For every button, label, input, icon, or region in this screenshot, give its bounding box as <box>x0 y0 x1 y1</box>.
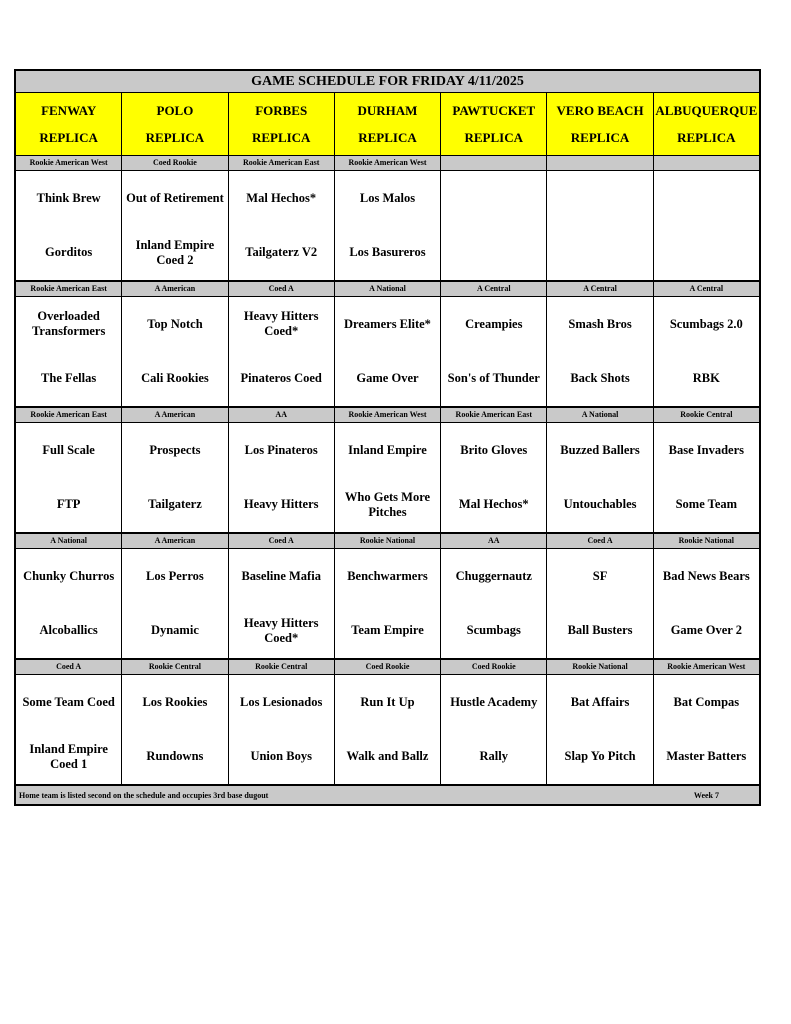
game-cell <box>547 675 653 784</box>
field-name: POLO <box>156 102 194 118</box>
game-cell <box>335 171 441 280</box>
schedule-title: GAME SCHEDULE FOR FRIDAY 4/11/2025 <box>16 71 759 93</box>
division-label: Rookie Central <box>680 410 733 419</box>
games-row <box>16 297 759 408</box>
division-label: A American <box>122 534 228 548</box>
away-team: Los Lesionados <box>240 694 323 709</box>
home-team: Ball Busters <box>567 623 633 638</box>
away-team: Hustle Academy <box>450 694 538 709</box>
away-team: Smash Bros <box>568 316 632 331</box>
field-header <box>654 93 759 155</box>
division-label: Rookie National <box>678 536 734 545</box>
away-team <box>547 171 652 226</box>
division-label: A National <box>16 534 122 548</box>
home-team: Tailgaterz <box>148 497 202 512</box>
home-team: Gorditos <box>45 245 93 260</box>
away-team: Los Perros <box>146 568 204 583</box>
division-label: Rookie Central <box>229 660 335 674</box>
home-team: RBK <box>692 371 720 386</box>
home-team <box>441 226 546 281</box>
field-header <box>122 93 228 155</box>
away-team: Dreamers Elite* <box>344 316 431 331</box>
home-team: Some Team <box>675 497 738 512</box>
away-team: Base Invaders <box>668 442 744 457</box>
game-cell <box>335 423 441 532</box>
game-cell <box>547 297 653 406</box>
game-cell <box>229 675 335 784</box>
home-team: Son's of Thunder <box>447 371 540 386</box>
game-cell <box>547 171 653 280</box>
game-cell <box>229 549 335 658</box>
game-cell <box>547 423 653 532</box>
away-team: Los Rookies <box>142 694 208 709</box>
division-row <box>16 408 759 423</box>
away-team: Out of Retirement <box>126 190 224 205</box>
field-name: FORBES <box>255 102 308 118</box>
home-team <box>547 226 652 281</box>
away-team: Inland Empire <box>348 442 427 457</box>
away-team: Buzzed Ballers <box>560 442 640 457</box>
game-cell <box>441 675 547 784</box>
division-label: Rookie American West <box>335 408 441 422</box>
field-subtitle: REPLICA <box>358 129 417 145</box>
away-team: Run It Up <box>360 694 415 709</box>
away-team: Prospects <box>149 442 201 457</box>
division-label: Rookie National <box>335 534 441 548</box>
division-label: Rookie American East <box>16 408 122 422</box>
field-name: ALBUQUERQUE <box>655 102 758 118</box>
schedule-table <box>14 69 761 806</box>
field-header <box>16 93 122 155</box>
field-subtitle: REPLICA <box>464 129 524 145</box>
division-label <box>654 156 759 170</box>
away-team: Benchwarmers <box>347 568 428 583</box>
game-cell <box>122 675 228 784</box>
games-row <box>16 675 759 786</box>
game-cell <box>16 549 122 658</box>
division-label: Rookie American East <box>16 282 122 296</box>
field-subtitle: REPLICA <box>39 129 98 145</box>
away-team: Top Notch <box>147 316 203 331</box>
away-team: Think Brew <box>36 190 101 205</box>
division-label: Coed A <box>229 282 335 296</box>
division-label: Rookie Central <box>122 660 228 674</box>
game-cell <box>335 549 441 658</box>
division-label: Coed A <box>229 534 335 548</box>
field-header <box>547 93 653 155</box>
field-name: VERO BEACH <box>556 102 644 118</box>
home-team: Dynamic <box>150 623 199 638</box>
home-team: Rundowns <box>146 749 204 764</box>
away-team: SF <box>592 568 608 583</box>
division-row <box>16 534 759 549</box>
field-name: DURHAM <box>357 102 418 118</box>
home-team: Inland Empire Coed 1 <box>29 741 108 771</box>
home-team: The Fellas <box>41 371 97 386</box>
away-team: Overloaded Transformers <box>31 309 106 339</box>
home-team: Union Boys <box>250 749 312 764</box>
home-team: Rally <box>479 749 508 764</box>
games-row <box>16 549 759 660</box>
home-team: FTP <box>56 497 81 512</box>
home-team: Walk and Ballz <box>346 749 429 764</box>
field-header-row <box>16 93 759 156</box>
division-label: Coed Rookie <box>441 660 547 674</box>
home-team: Heavy Hitters <box>243 497 319 512</box>
away-team: Scumbags 2.0 <box>669 316 743 331</box>
home-team: Master Batters <box>666 749 747 764</box>
away-team <box>654 171 759 226</box>
away-team: Bad News Bears <box>662 568 750 583</box>
game-cell <box>654 549 759 658</box>
division-label: Rookie National <box>547 660 653 674</box>
away-team: Los Malos <box>359 190 416 205</box>
home-team: Pinateros Coed <box>240 371 322 386</box>
division-row <box>16 282 759 297</box>
division-label: Coed Rookie <box>122 156 228 170</box>
game-cell <box>654 171 759 280</box>
division-label: A Central <box>689 284 724 293</box>
division-label: Rookie American East <box>229 156 335 170</box>
games-row <box>16 171 759 282</box>
game-cell <box>441 423 547 532</box>
home-team: Heavy Hitters Coed* <box>243 615 319 645</box>
away-team: Mal Hechos* <box>246 190 317 205</box>
division-label: AA <box>441 534 547 548</box>
game-cell <box>229 297 335 406</box>
away-team: Heavy Hitters Coed* <box>243 309 319 339</box>
home-team: Scumbags <box>466 623 521 638</box>
division-label <box>441 156 547 170</box>
away-team: Brito Gloves <box>460 442 528 457</box>
division-row <box>16 660 759 675</box>
game-cell <box>335 297 441 406</box>
field-subtitle: REPLICA <box>570 129 630 145</box>
game-cell <box>654 297 759 406</box>
field-subtitle: REPLICA <box>677 129 736 145</box>
division-label: A Central <box>441 282 547 296</box>
home-team <box>654 226 759 281</box>
game-cell <box>441 171 547 280</box>
away-team: Baseline Mafia <box>241 568 321 583</box>
schedule-footer <box>16 786 759 804</box>
home-team: Back Shots <box>570 371 630 386</box>
division-label: Rookie American East <box>441 408 547 422</box>
game-cell <box>441 297 547 406</box>
division-label: Rookie American West <box>667 662 746 671</box>
game-cell <box>122 171 228 280</box>
field-name: FENWAY <box>41 102 97 118</box>
away-team: Chunky Churros <box>23 568 115 583</box>
week-label: Week 7 <box>693 790 719 800</box>
home-team: Cali Rookies <box>141 371 209 386</box>
away-team: Chuggernautz <box>455 568 532 583</box>
home-team: Game Over <box>356 371 419 386</box>
division-label: A Central <box>547 282 653 296</box>
home-team: Mal Hechos* <box>458 497 529 512</box>
game-cell <box>335 675 441 784</box>
division-row <box>16 156 759 171</box>
game-cell <box>122 297 228 406</box>
field-subtitle: REPLICA <box>145 129 205 145</box>
game-cell <box>229 171 335 280</box>
game-cell <box>654 423 759 532</box>
away-team: Creampies <box>465 316 523 331</box>
game-cell <box>16 297 122 406</box>
field-header <box>335 93 441 155</box>
schedule-body <box>16 156 759 786</box>
home-team: Team Empire <box>351 623 424 638</box>
division-label: A American <box>122 408 228 422</box>
home-team: Untouchables <box>563 497 637 512</box>
division-label: A National <box>335 282 441 296</box>
field-header <box>229 93 335 155</box>
division-label: A American <box>122 282 228 296</box>
away-team <box>441 171 546 226</box>
game-cell <box>122 549 228 658</box>
game-cell <box>547 549 653 658</box>
game-cell <box>122 423 228 532</box>
division-label: AA <box>229 408 335 422</box>
game-cell <box>16 171 122 280</box>
footer-note: Home team is listed second on the schedule and occupies 3rd base dugout <box>19 790 269 800</box>
division-label: Coed A <box>547 534 653 548</box>
game-cell <box>441 549 547 658</box>
home-team: Los Basureros <box>349 245 426 260</box>
game-cell <box>229 423 335 532</box>
division-label: Coed Rookie <box>335 660 441 674</box>
division-label: Rookie American West <box>335 156 441 170</box>
division-label: A National <box>547 408 653 422</box>
division-label <box>547 156 653 170</box>
game-cell <box>654 675 759 784</box>
home-team: Game Over 2 <box>670 623 742 638</box>
field-subtitle: REPLICA <box>251 129 311 145</box>
field-name: PAWTUCKET <box>452 102 536 118</box>
field-header <box>441 93 547 155</box>
home-team: Tailgaterz V2 <box>245 245 318 260</box>
home-team: Inland Empire Coed 2 <box>135 237 215 267</box>
home-team: Alcoballics <box>39 623 98 638</box>
games-row <box>16 423 759 534</box>
away-team: Bat Affairs <box>570 694 630 709</box>
home-team: Slap Yo Pitch <box>564 749 636 764</box>
away-team: Some Team Coed <box>22 694 115 709</box>
home-team: Who Gets More Pitches <box>344 489 431 519</box>
away-team: Los Pinateros <box>244 442 318 457</box>
away-team: Full Scale <box>42 442 95 457</box>
division-label: Rookie American West <box>16 156 122 170</box>
game-cell <box>16 423 122 532</box>
away-team: Bat Compas <box>673 694 740 709</box>
division-label: Coed A <box>16 660 122 674</box>
game-cell <box>16 675 122 784</box>
